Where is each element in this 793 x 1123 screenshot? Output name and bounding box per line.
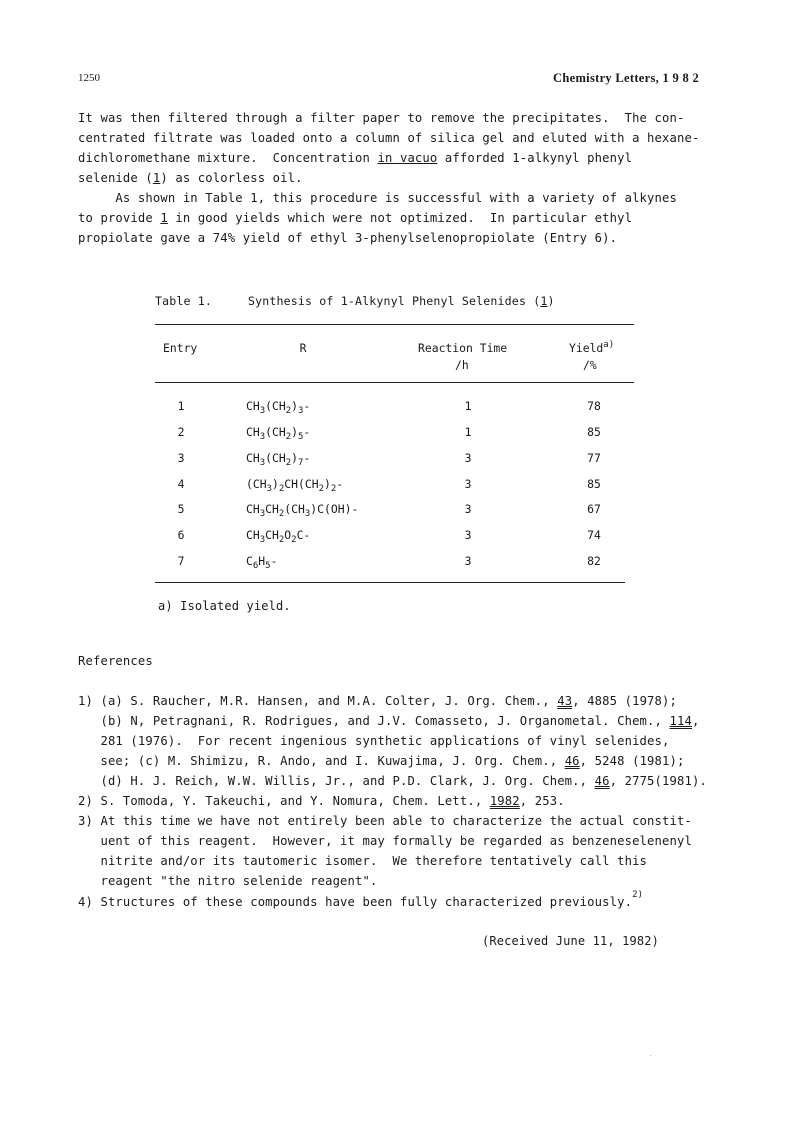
entry-cell: 5 [177,502,185,516]
body-text: in good yields which were not optimized. In particular ethyl [167,211,633,225]
reference-line: (d) H. J. Reich, W.W. Willis, Jr., and P.D. Clark, J. Org. Chem., 46, 2775(1981). [78,774,707,788]
body-line: propiolate gave a 74% yield of ethyl 3-phenylselenopropiolate (Entry 6). [78,231,618,245]
time-cell: 1 [464,425,472,439]
r-group-cell: $CH_3(CH_2)_5-$ [246,425,311,442]
caption-compound-ref: 1 [540,294,548,308]
compound-ref: 1 [152,171,161,185]
entry-cell: 2 [177,425,185,439]
reference-line: (b) N, Petragnani, R. Rodrigues, and J.V. Comasseto, J. Organometal. Chem., 114, [78,714,700,728]
entry-cell: 6 [177,528,185,542]
r-group-cell: $CH_3CH_2(CH_3)C(OH)-$ [246,502,359,519]
r-group-cell: $CH_3(CH_2)_7-$ [246,451,311,468]
compound-ref: 1 [160,211,168,225]
body-text: ) as colorless oil. [160,171,303,185]
body-line: As shown in Table 1, this procedure is successful with a variety of alkynes [78,191,677,205]
body-text: selenide ( [78,171,153,185]
body-line [78,212,632,224]
header-entry: Entry [163,341,198,355]
body-line [78,172,303,184]
body-line: It was then filtered through a filter paper to remove the precipitates. The con- [78,111,685,125]
reference-line: 3) At this time we have not entirely been able to characterize the actual constit- [78,814,692,828]
table-footnote: a) Isolated yield. [158,599,291,613]
reference-line: nitrite and/or its tautomeric isomer. We therefore tentatively call this [78,854,648,868]
yield-cell: 85 [587,425,601,439]
references-heading: References [78,654,153,668]
time-cell: 3 [464,502,472,516]
table-caption-label: Table 1. [155,294,213,308]
time-cell: 3 [464,477,472,491]
table-bottom-rule [155,582,625,583]
body-line: centrated filtrate was loaded onto a column of silica gel and eluted with a hexane- [78,131,700,145]
header-time-unit: /h [455,358,469,372]
time-cell: 3 [464,554,472,568]
yield-cell: 67 [587,502,601,516]
time-cell: 3 [464,528,472,542]
table-top-rule [155,324,634,325]
body-line [78,152,632,164]
reference-line: uent of this reagent. However, it may formally be regarded as benzeneselenenyl [78,834,692,848]
time-cell: 3 [464,451,472,465]
entry-cell: 1 [177,399,185,413]
r-group-cell: $CH_3CH_2O_2C-$ [246,528,311,545]
entry-cell: 7 [177,554,185,568]
header-yield [569,341,614,355]
reference-line: 1) (a) S. Raucher, M.R. Hansen, and M.A. Colter, J. Org. Chem., 43, 4885 (1978); [78,694,678,708]
caption-text: Synthesis of 1-Alkynyl Phenyl Selenides ( [248,294,541,308]
speck [650,1055,651,1056]
reference-superscript: 2) [632,890,644,900]
table-header-rule [155,382,634,383]
in-vacuo-emphasis: in vacuo [377,151,438,165]
header-reaction-time: Reaction Time [418,341,508,355]
yield-cell: 85 [587,477,601,491]
header-r: R [299,341,307,355]
received-date: (Received June 11, 1982) [482,934,659,948]
page-number: 1250 [78,72,100,84]
body-text: afforded 1-alkynyl phenyl [437,151,633,165]
entry-cell: 4 [177,477,185,491]
yield-footnote-mark: a) [603,340,615,350]
header-yield-unit: /% [583,358,597,372]
reference-line: reagent "the nitro selenide reagent". [78,874,378,888]
reference-line: 2) S. Tomoda, Y. Takeuchi, and Y. Nomura, Chem. Lett., 1982, 253. [78,794,565,808]
yield-cell: 74 [587,528,601,542]
reference-line: 4) Structures of these compounds have been fully characterized previously.$^{2)}$ [78,890,644,909]
r-group-cell: $CH_3(CH_2)_3-$ [246,399,311,416]
yield-cell: 78 [587,399,601,413]
reference-line: 281 (1976). For recent ingenious synthetic applications of vinyl selenides, [78,734,670,748]
table-caption-text [248,296,555,308]
journal-title: Chemistry Letters, 1 9 8 2 [553,71,699,85]
entry-cell: 3 [177,451,185,465]
yield-label: Yield [569,341,604,355]
body-text: dichloromethane mixture. Concentration [78,151,378,165]
caption-close: ) [547,294,555,308]
r-group-cell: $C_6H_5-$ [246,554,278,571]
time-cell: 1 [464,399,472,413]
yield-cell: 82 [587,554,601,568]
yield-cell: 77 [587,451,601,465]
body-text: to provide [78,211,161,225]
r-group-cell: $(CH_3)_2CH(CH_2)_2-$ [246,477,344,494]
reference-line: see; (c) M. Shimizu, R. Ando, and I. Kuwajima, J. Org. Chem., 46, 5248 (1981); [78,754,685,768]
